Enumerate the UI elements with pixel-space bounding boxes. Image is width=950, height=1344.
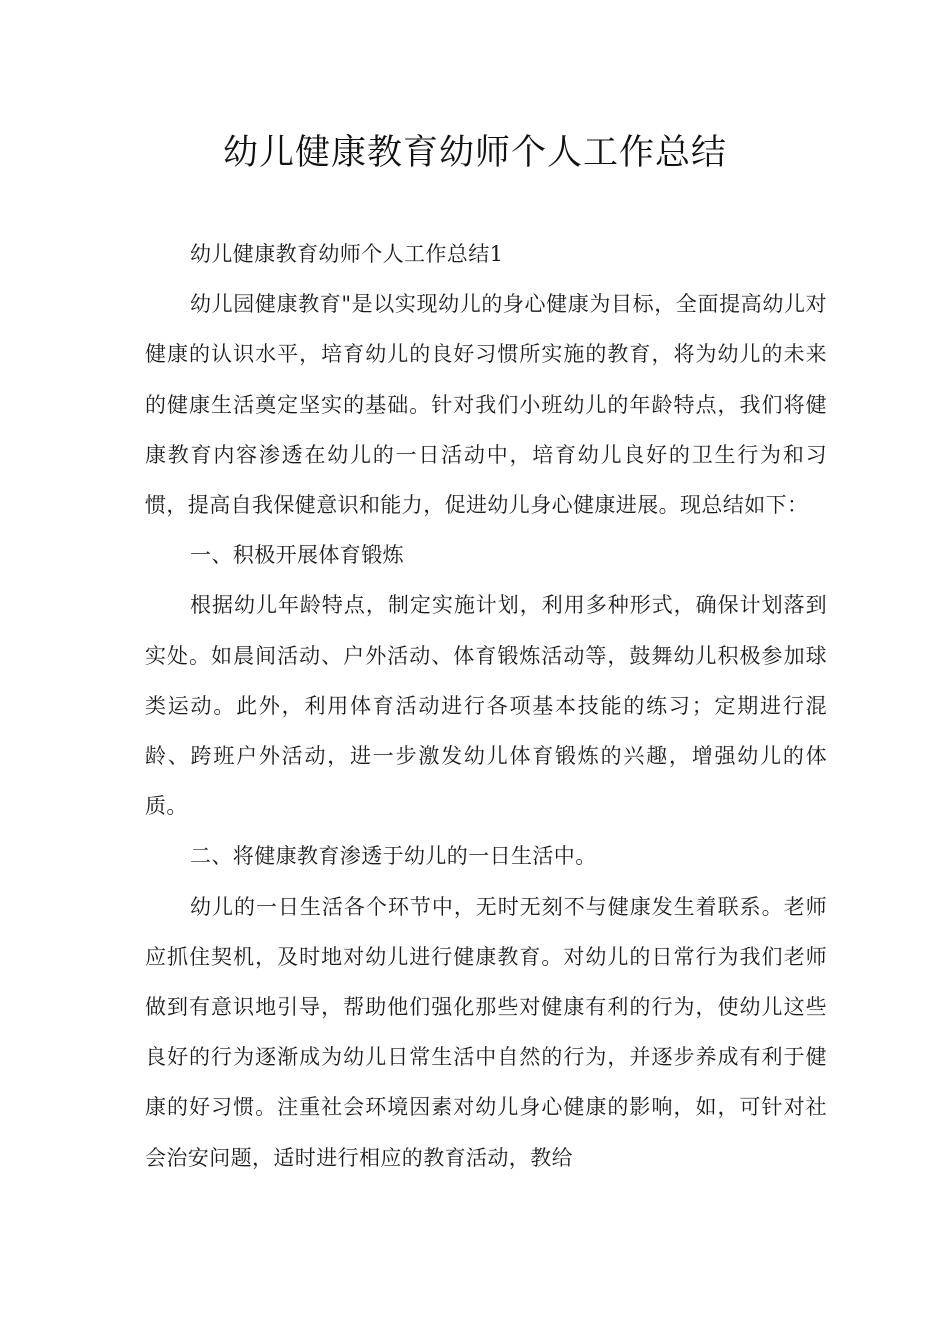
intro-paragraph: 幼儿园健康教育"是以实现幼儿的身心健康为目标，全面提高幼儿对健康的认识水平，培育幼儿的良好习惯所实施的教育，将为幼儿的未来的健康生活奠定坚实的基础。针对我们小班幼儿的年龄特点，我们将健康教育内容渗透在幼儿的一日活动中，培育幼儿良好的卫生行为和习惯，提高自我保健意识和能力，促进幼儿身心健康进展。现总结如下： <box>145 292 827 518</box>
physical-exercise-paragraph: 根据幼儿年龄特点，制定实施计划，利用多种形式，确保计划落到实处。如晨间活动、户外活动、体育锻炼活动等，鼓舞幼儿积极参加球类运动。此外，利用体育活动进行各项基本技能的练习；定期进行混龄、跨班户外活动，进一步激发幼儿体育锻炼的兴趣，增强幼儿的体质。 <box>145 593 827 819</box>
document-body <box>145 229 827 1183</box>
daily-life-paragraph: 幼儿的一日生活各个环节中，无时无刻不与健康发生着联系。老师应抓住契机，及时地对幼儿进行健康教育。对幼儿的日常行为我们老师做到有意识地引导，帮助他们强化那些对健康有利的行为，使幼儿这些良好的行为逐渐成为幼儿日常生活中自然的行为，并逐步养成有利于健康的好习惯。注重社会环境因素对幼儿身心健康的影响，如，可针对社会治安问题，适时进行相应的教育活动，教给 <box>145 894 827 1170</box>
section-heading-physical-exercise: 一、积极开展体育锻炼 <box>190 543 404 568</box>
section-heading-daily-life: 二、将健康教育渗透于幼儿的一日生活中。 <box>190 844 597 869</box>
section-heading-1: 幼儿健康教育幼师个人工作总结1 <box>190 242 504 266</box>
document-title: 幼儿健康教育幼师个人工作总结 <box>222 133 727 173</box>
